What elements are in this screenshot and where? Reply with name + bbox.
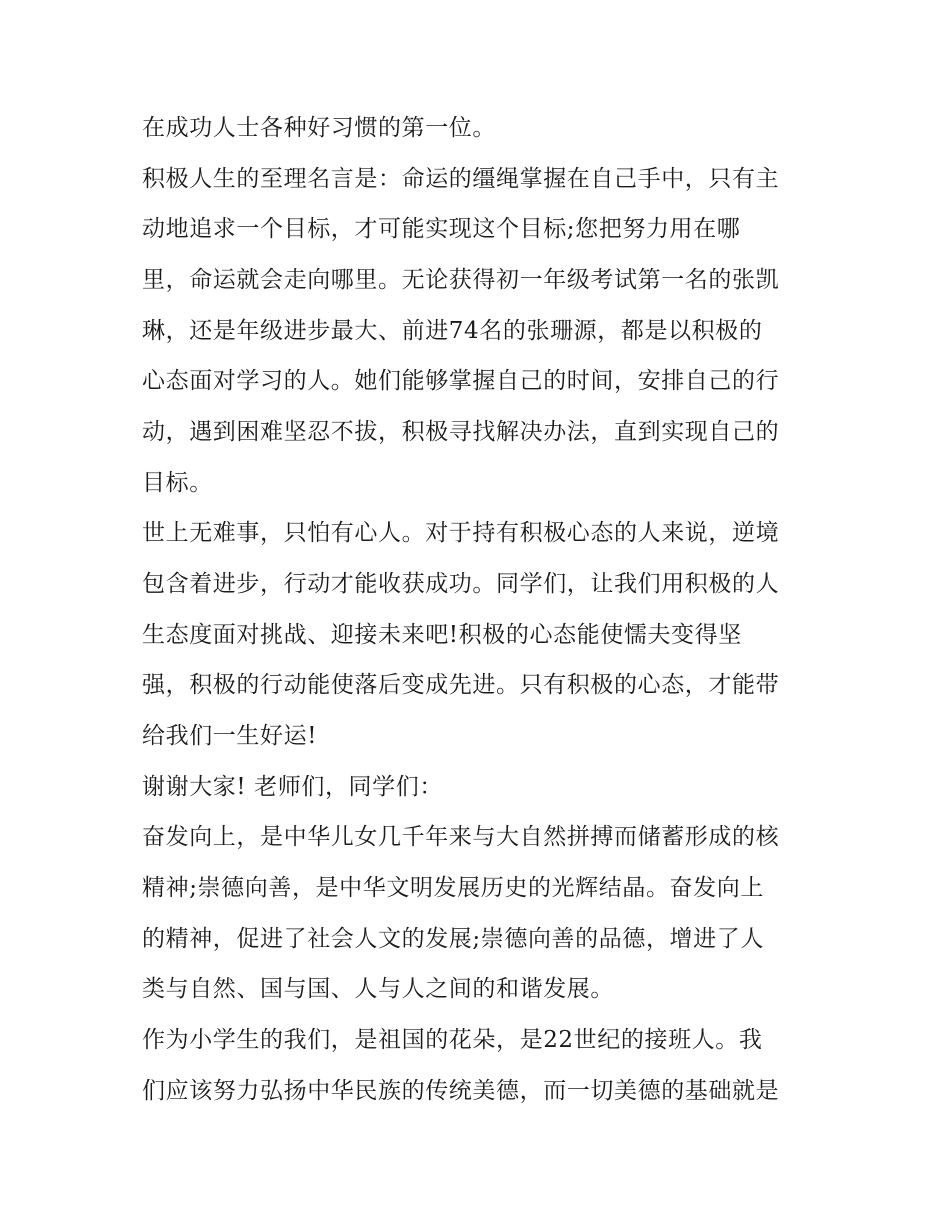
text-line: 精神;崇德向善，是中华文明发展历史的光辉结晶。奋发向上 — [142, 875, 764, 901]
text-line: 心态面对学习的人。她们能够掌握自己的时间，安排自己的行 — [142, 368, 780, 394]
text-line: 动地追求一个目标，才可能实现这个目标;您把努力用在哪 — [142, 216, 741, 242]
text-line: 琳，还是年级进步最大、前进74名的张珊源，都是以积极的 — [142, 318, 763, 344]
text-line: 强，积极的行动能使落后变成先进。只有积极的心态，才能带 — [142, 672, 780, 698]
text-line: 奋发向上，是中华儿女几千年来与大自然拼搏而储蓄形成的核 — [142, 824, 780, 850]
text-line: 在成功人士各种好习惯的第一位。 — [142, 115, 496, 141]
text-line: 包含着进步，行动才能收获成功。同学们，让我们用积极的人 — [142, 571, 780, 597]
text-line: 里，命运就会走向哪里。无论获得初一年级考试第一名的张凯 — [142, 267, 780, 293]
text-line: 谢谢大家! 老师们，同学们： — [142, 774, 443, 800]
text-line: 给我们一生好运! — [142, 723, 318, 749]
text-line: 类与自然、国与国、人与人之间的和谐发展。 — [142, 976, 614, 1002]
text-line: 作为小学生的我们，是祖国的花朵，是22世纪的接班人。我 — [142, 1027, 763, 1053]
text-line: 目标。 — [142, 470, 213, 496]
text-line: 们应该努力弘扬中华民族的传统美德，而一切美德的基础就是 — [142, 1078, 780, 1104]
text-line: 生态度面对挑战、迎接未来吧!积极的心态能使懦夫变得坚 — [142, 622, 742, 648]
text-line: 的精神，促进了社会人文的发展;崇德向善的品德，增进了人 — [142, 926, 764, 952]
text-line: 积极人生的至理名言是：命运的缰绳掌握在自己手中，只有主 — [142, 166, 780, 192]
text-line: 动，遇到困难坚忍不拔，积极寻找解决办法，直到实现自己的 — [142, 419, 780, 445]
text-line: 世上无难事，只怕有心人。对于持有积极心态的人来说，逆境 — [142, 520, 780, 546]
